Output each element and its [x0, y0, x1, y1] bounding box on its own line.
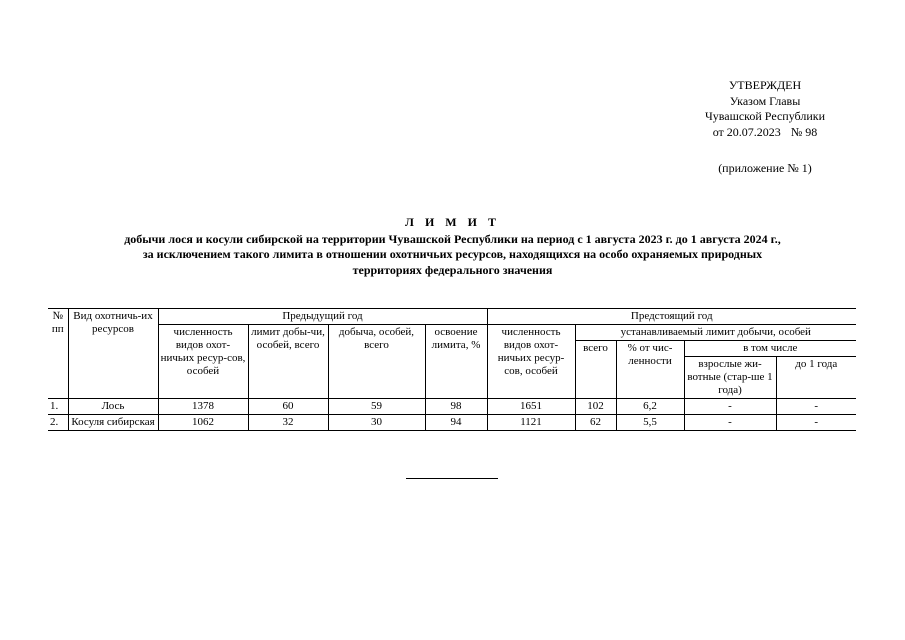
document-subtitle-line3: территориях федерального значения: [352, 262, 553, 277]
cell-num: 1.: [48, 399, 68, 415]
document-title: Л И М И Т: [405, 215, 500, 229]
header-limit-percent: % от чис-ленности: [616, 341, 684, 399]
header-prev-harvest: добыча, особей, всего: [328, 325, 425, 399]
cell-species: Косуля сибирская: [68, 415, 158, 431]
header-upcoming-year: Предстоящий год: [487, 309, 856, 325]
limit-table: [48, 308, 856, 431]
header-prev-usage: освоение лимита, %: [425, 325, 487, 399]
cell-prev-usage: 94: [425, 415, 487, 431]
approval-number: № 98: [790, 124, 818, 139]
document-subtitle-line1: добычи лося и косули сибирской на территории Чувашской Республики на период с 1 августа 2023 г. до 1 августа 2024 г.,: [124, 231, 781, 246]
cell-prev-population: 1378: [158, 399, 248, 415]
cell-prev-harvest: 30: [328, 415, 425, 431]
approval-title: УТВЕРЖДЕН: [728, 78, 802, 92]
appendix-label: (приложение № 1): [718, 161, 812, 175]
header-limit-group: устанавливаемый лимит добычи, особей: [575, 325, 856, 341]
header-row-2: [48, 325, 856, 341]
document-heading: [40, 215, 865, 278]
header-row-1: [48, 309, 856, 325]
header-prev-limit: лимит добы-чи, особей, всего: [248, 325, 328, 399]
header-prev-population: численность видов охот-ничьих ресур-сов, особей: [158, 325, 248, 399]
cell-adults: -: [684, 415, 776, 431]
cell-prev-limit: 32: [248, 415, 328, 431]
cell-prev-population: 1062: [158, 415, 248, 431]
cell-prev-limit: 60: [248, 399, 328, 415]
cell-adults: -: [684, 399, 776, 415]
cell-young: -: [776, 399, 856, 415]
cell-young: -: [776, 415, 856, 431]
approval-authority: Чувашской Республики: [704, 109, 826, 123]
cell-limit-percent: 6,2: [616, 399, 684, 415]
header-num: № пп: [48, 309, 68, 399]
header-species: Вид охотничь-их ресурсов: [68, 309, 158, 399]
cell-limit-total: 102: [575, 399, 616, 415]
header-young: до 1 года: [776, 357, 856, 399]
cell-prev-harvest: 59: [328, 399, 425, 415]
cell-next-population: 1651: [487, 399, 575, 415]
header-adults: взрослые жи-вотные (стар-ше 1 года): [684, 357, 776, 399]
document-subtitle-line2: за исключением такого лимита в отношении охотничьих ресурсов, находящихся на особо охраняемых природных: [142, 247, 763, 261]
cell-species: Лось: [68, 399, 158, 415]
approval-date-line: [690, 125, 840, 141]
cell-num: 2.: [48, 415, 68, 431]
cell-prev-usage: 98: [425, 399, 487, 415]
approval-block: [690, 78, 840, 140]
header-including: в том числе: [684, 341, 856, 357]
table-row: [48, 415, 856, 431]
approval-date: от 20.07.2023: [712, 124, 781, 139]
approval-decree: Указом Главы: [729, 93, 801, 108]
header-previous-year: Предыдущий год: [158, 309, 487, 325]
end-divider: [406, 478, 498, 479]
cell-limit-percent: 5,5: [616, 415, 684, 431]
table-row: [48, 399, 856, 415]
cell-next-population: 1121: [487, 415, 575, 431]
header-limit-total: всего: [575, 341, 616, 399]
header-next-population: численность видов охот-ничьих ресур-сов, особей: [487, 325, 575, 399]
cell-limit-total: 62: [575, 415, 616, 431]
